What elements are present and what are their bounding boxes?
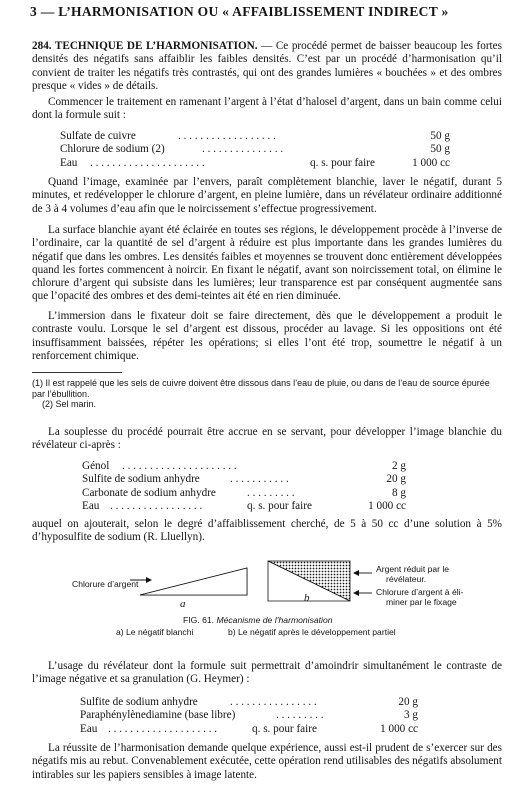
formula-ingredient: Eau — [60, 156, 78, 169]
formula-leader: . . . . . . . . . . . . . . . . . . . . . — [122, 460, 237, 472]
formula-quantity: 20 g — [386, 473, 406, 486]
formula-quantity: 3 g — [404, 709, 418, 722]
label-a: a — [180, 598, 186, 610]
formula-leader: . . . . . . . . . — [276, 709, 324, 722]
paragraph-usage: L’usage du révélateur dont la formule suit permettrait d’amoindrir simultanément le contraste de l’image négative et sa granulation (G. Heymer) : — [32, 660, 502, 686]
footnote-1: (1) Il est rappelé que les sels de cuivre doivent être dissous dans l’eau de pluie, ou dans de l’eau de source épurée par l’ébullition. — [32, 378, 490, 399]
formula-row — [82, 460, 422, 473]
label-b: b — [304, 592, 310, 604]
paragraph-reussite: La réussite de l’harmonisation demande quelque expérience, aussi est-il prudent de s’exercer sur des négatifs mis au rebut. Convenablement exécutée, cette opération rend utilisables des négatifs absolument intirables sur les papiers sensibles à image latente. — [32, 742, 502, 781]
formula-row — [80, 696, 430, 709]
label-argent-l2: révélateur. — [386, 574, 427, 584]
formula-ingredient: Carbonate de sodium anhydre — [82, 486, 216, 499]
paragraph-souplesse: La souplesse du procédé pourrait être accrue en se servant, pour développer l’image blanchie du révélateur ci-après : — [32, 426, 502, 452]
figure-caption — [183, 615, 333, 625]
formula-note: q. s. pour faire — [252, 722, 317, 735]
formula-ingredient: Chlorure de sodium (2) — [60, 143, 165, 156]
formula-note: q. s. pour faire — [310, 156, 375, 169]
arrow-right2-head — [353, 590, 359, 596]
formula-quantity: 20 g — [398, 696, 418, 708]
formula-row — [60, 130, 480, 143]
formula-row — [82, 500, 422, 513]
paragraph-redevelop: Quand l’image, examinée par l’envers, paraît complètement blanchie, laver le négatif, durant 5 minutes, et redévelopper le chlorure d’argent, en pleine lumière, dans un révélateur ordinaire additionné de 3 à 4 volumes d’eau afin que le noircissement s’effectue progressivement. — [32, 176, 502, 215]
label-chlorure-elim-l2: miner par le fixage — [386, 597, 457, 607]
formula-row — [80, 709, 430, 722]
triangle-a — [140, 568, 247, 595]
formula-leader: . . . . . . . . . . . — [230, 473, 289, 486]
footnote-rule — [32, 372, 122, 373]
figure-subcaption-b: b) Le négatif après le développement partiel — [228, 627, 396, 637]
label-chlorure: Chlorure d’argent — [72, 579, 139, 589]
figure-subcaption-a: a) Le négatif blanchi — [116, 627, 194, 637]
formula-leader: . . . . . . . . . . . . . . . . . . . . — [108, 722, 218, 735]
figure-number: FIG. 61. — [183, 615, 215, 625]
formula-leader: . . . . . . . . . . . . . . . . . . — [178, 130, 276, 142]
paragraph-surface: La surface blanchie ayant été éclairée en toutes ses régions, le développement procède à l’inverse de l’ordinaire, car la quantité de sel d’argent à réduire est plus importante dans les grandes lumières du négatif que dans les ombres. Les densités faibles et moyennes se trouvent donc entièrement développées quand les fortes commencent à noircir. En fixant le négatif, avant son noircissement total, on élimine le chlorure d’argent qui subsiste dans les lumières; leur transparence est par conséquent augmentée sans que l’opacité des ombres et des demi-teintes ait été en rien diminuée. — [32, 224, 502, 303]
formula-quantity: 1 000 cc — [368, 500, 406, 513]
formula-ingredient: Eau — [80, 722, 98, 735]
label-chlorure-elim-l1: Chlorure d’argent à éli- — [376, 587, 464, 597]
formula-row — [82, 487, 422, 500]
formula-ingredient: Paraphénylènediamine (base libre) — [80, 709, 236, 722]
paragraph-ajouterait: auquel on ajouterait, selon le degré d’affaiblissement cherché, de 5 à 50 cc d’une solution à 5% d’hyposulfite de sodium (R. Lluellyn). — [32, 518, 502, 544]
paragraph-treatment: Commencer le traitement en ramenant l’argent à l’état d’halosel d’argent, dans un bain comme celui dont la formule suit : — [32, 96, 502, 122]
formula-quantity: 2 g — [392, 460, 406, 472]
footnote-2: (2) Sel marin. — [42, 399, 97, 409]
formula-row — [60, 143, 480, 156]
formula-note: q. s. pour faire — [247, 500, 312, 513]
formula-leader: . . . . . . . . . . . . . . . . — [230, 696, 317, 708]
formula-leader: . . . . . . . . . . . . . . . . . — [110, 500, 203, 513]
formula-ingredient: Eau — [82, 500, 100, 513]
page-header: 3 — L’HARMONISATION OU « AFFAIBLISSEMENT INDIRECT » — [30, 4, 449, 19]
section-title: 284. TECHNIQUE DE L’HARMONISATION. — [32, 40, 258, 52]
formula-row — [80, 723, 430, 736]
paragraph-intro — [32, 40, 502, 93]
arrow-left-head — [146, 577, 152, 583]
label-argent-l1: Argent réduit par le — [376, 564, 450, 574]
formula-quantity: 50 g — [430, 130, 450, 142]
formula-ingredient: Sulfite de sodium anhydre — [80, 696, 198, 708]
intro-text: — Ce procédé permet de baisser beaucoup les fortes densités des négatifs sans affaiblir les faibles densités. C’est par un procédé d’harmonisation qu’il convient de traiter les négatifs très contrastés, qui ont des grandes lumières « bouchées » et des ombres presque « vides » de détails. — [32, 40, 502, 92]
formula-leader: . . . . . . . . . . . . . . . . . . . . . — [90, 156, 205, 169]
formula-quantity: 1 000 cc — [412, 156, 450, 169]
paragraph-immersion: L’immersion dans le fixateur doit se faire directement, dès que le développement a produit le contraste voulu. Lorsque le sel d’argent est dissous, procéder au lavage. Si les oppositions ont été insuffisamment baissées, répéter les opérations; si elles l’ont été trop, soumettre le négatif à un renforcement chimique. — [32, 310, 502, 362]
formula-leader: . . . . . . . . . . . . . . . — [202, 143, 284, 156]
formula-leader: . . . . . . . . . — [247, 486, 295, 499]
formula-quantity: 1 000 cc — [380, 722, 418, 735]
formula-ingredient: Sulfate de cuivre — [60, 130, 136, 142]
formula-row — [60, 157, 480, 170]
figure-title: Mécanisme de l’harmonisation — [216, 615, 333, 625]
formula-row — [82, 473, 422, 486]
formula-table-1 — [60, 130, 480, 170]
formula-quantity: 8 g — [392, 486, 406, 499]
formula-ingredient: Sulfite de sodium anhydre — [82, 473, 200, 486]
arrow-right1-head — [353, 570, 359, 576]
formula-quantity: 50 g — [430, 143, 450, 156]
formula-table-3 — [80, 696, 430, 736]
formula-ingredient: Génol — [82, 460, 110, 472]
formula-table-2 — [82, 460, 422, 514]
